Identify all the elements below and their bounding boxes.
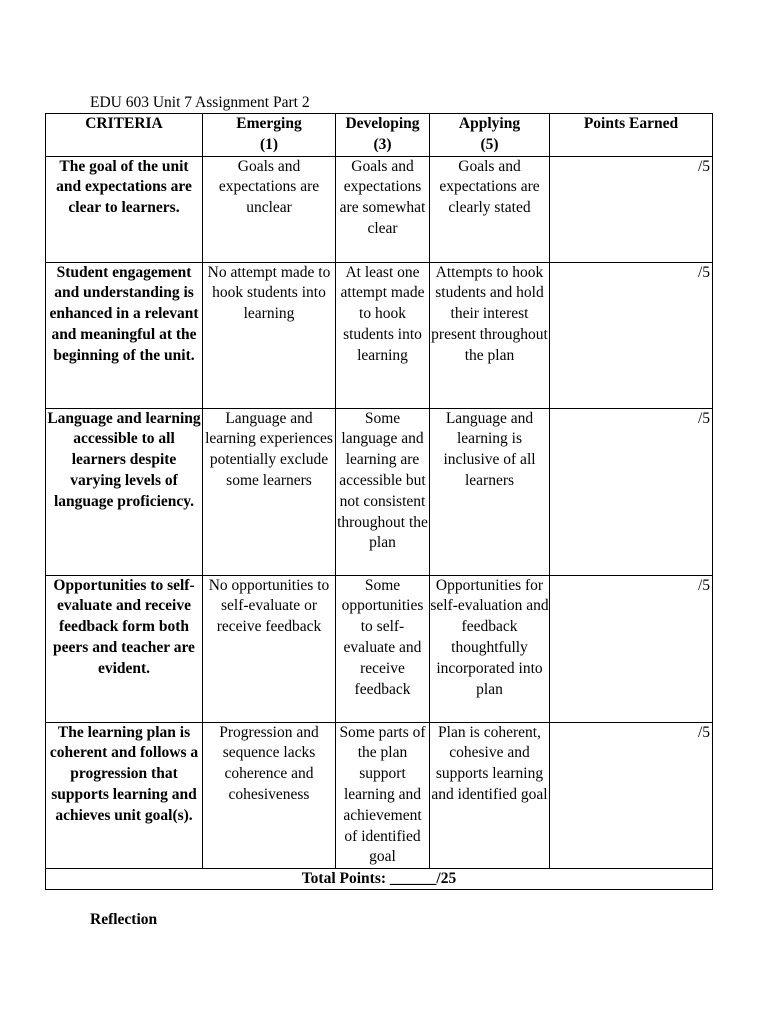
- points-earned-cell: /5: [550, 156, 713, 262]
- criteria-cell: Student engagement and understanding is enhanced in a relevant and meaningful at the beginning of the unit.: [46, 262, 203, 408]
- rubric-header-row: [46, 114, 713, 157]
- points-earned-cell: /5: [550, 722, 713, 869]
- applying-cell: Attempts to hook students and hold their interest present throughout the plan: [430, 262, 550, 408]
- criteria-cell: The learning plan is coherent and follows a progression that supports learning and achieves unit goal(s).: [46, 722, 203, 869]
- developing-cell: Some language and learning are accessible but not consistent throughout the plan: [336, 408, 430, 575]
- rubric-table: [45, 113, 713, 890]
- emerging-cell: No attempt made to hook students into learning: [203, 262, 336, 408]
- rubric-row: [46, 156, 713, 262]
- applying-cell: Plan is coherent, cohesive and supports learning and identified goal: [430, 722, 550, 869]
- criteria-cell: Opportunities to self-evaluate and receive feedback form both peers and teacher are evident.: [46, 575, 203, 722]
- applying-cell: Opportunities for self-evaluation and feedback thoughtfully incorporated into plan: [430, 575, 550, 722]
- developing-cell: Some opportunities to self-evaluate and receive feedback: [336, 575, 430, 722]
- emerging-cell: Language and learning experiences potentially exclude some learners: [203, 408, 336, 575]
- developing-cell: Some parts of the plan support learning and achievement of identified goal: [336, 722, 430, 869]
- total-row: [46, 869, 713, 890]
- points-earned-cell: /5: [550, 262, 713, 408]
- emerging-cell: Goals and expectations are unclear: [203, 156, 336, 262]
- applying-cell: Goals and expectations are clearly stated: [430, 156, 550, 262]
- rubric-row: [46, 722, 713, 869]
- criteria-cell: The goal of the unit and expectations are clear to learners.: [46, 156, 203, 262]
- applying-cell: Language and learning is inclusive of all learners: [430, 408, 550, 575]
- criteria-cell: Language and learning accessible to all learners despite varying levels of language proficiency.: [46, 408, 203, 575]
- header-developing: Developing (3): [336, 114, 430, 157]
- developing-cell: At least one attempt made to hook students into learning: [336, 262, 430, 408]
- header-criteria: CRITERIA: [46, 114, 203, 157]
- header-points-earned: Points Earned: [550, 114, 713, 157]
- rubric-row: [46, 262, 713, 408]
- points-earned-cell: /5: [550, 575, 713, 722]
- reflection-heading: Reflection: [90, 911, 158, 928]
- total-points: Total Points: ______/25: [46, 869, 713, 890]
- emerging-cell: Progression and sequence lacks coherence and cohesiveness: [203, 722, 336, 869]
- developing-cell: Goals and expectations are somewhat clear: [336, 156, 430, 262]
- points-earned-cell: /5: [550, 408, 713, 575]
- rubric-row: [46, 575, 713, 722]
- document-title: EDU 603 Unit 7 Assignment Part 2: [90, 94, 310, 111]
- rubric-row: [46, 408, 713, 575]
- emerging-cell: No opportunities to self-evaluate or receive feedback: [203, 575, 336, 722]
- header-applying: Applying (5): [430, 114, 550, 157]
- header-emerging: Emerging (1): [203, 114, 336, 157]
